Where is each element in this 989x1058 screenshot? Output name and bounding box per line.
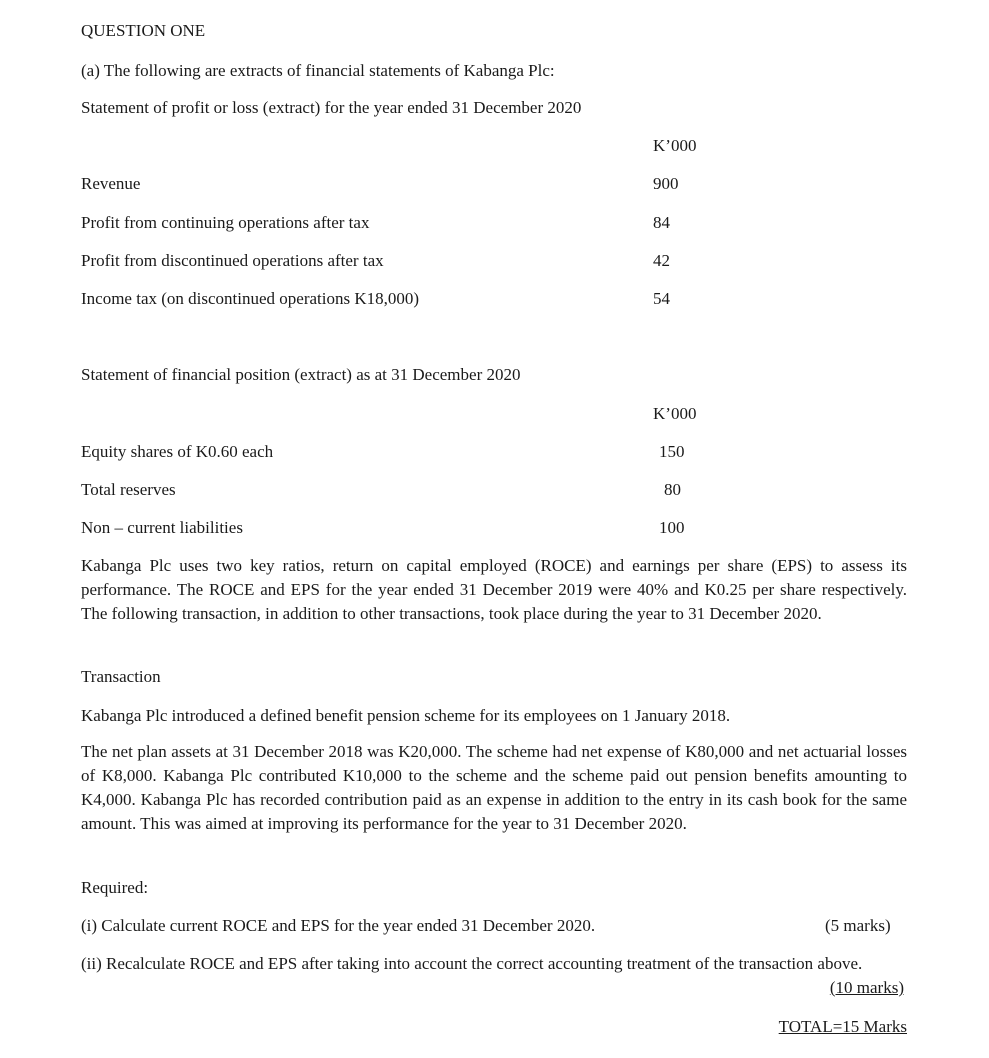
financial-position-unit: K’000 xyxy=(653,404,697,423)
requirement-text: (i) Calculate current ROCE and EPS for the year ended 31 December 2020. xyxy=(81,916,596,935)
pl-row-label: Income tax (on discontinued operations K18,000) xyxy=(81,289,420,308)
pl-row-label: Profit from discontinued operations after tax xyxy=(81,251,384,270)
requirement-text xyxy=(81,952,907,976)
question-title: QUESTION ONE xyxy=(81,21,206,40)
pl-row-label: Revenue xyxy=(81,174,141,193)
pl-row-value: 54 xyxy=(653,289,670,308)
requirement-marks: (5 marks) xyxy=(825,916,891,935)
pl-row-value: 84 xyxy=(653,213,670,232)
pl-row-value: 900 xyxy=(653,174,679,193)
fp-row-label: Equity shares of K0.60 each xyxy=(81,442,274,461)
fp-row-label: Non – current liabilities xyxy=(81,518,243,537)
required-heading: Required: xyxy=(81,878,149,897)
financial-position-heading: Statement of financial position (extract) as at 31 December 2020 xyxy=(81,365,521,384)
fp-row-label: Total reserves xyxy=(81,480,176,499)
transaction-intro: Kabanga Plc introduced a defined benefit pension scheme for its employees on 1 January 2018. xyxy=(81,706,731,725)
transaction-details: The net plan assets at 31 December 2018 was K20,000. The scheme had net expense of K80,000 and net actuarial losses of K8,000. Kabanga Plc contributed K10,000 to the scheme and the scheme paid out pension benefits amounting to K4,000. Kabanga Plc has recorded contribution paid as an expense in addition to the entry in its cash book for the same amount. This was aimed at improving its performance for the year to 31 December 2020. xyxy=(81,742,907,833)
profit-loss-heading: Statement of profit or loss (extract) for the year ended 31 December 2020 xyxy=(81,98,582,117)
pl-row-value: 42 xyxy=(653,251,670,270)
ratios-paragraph: Kabanga Plc uses two key ratios, return on capital employed (ROCE) and earnings per share (EPS) to assess its performance. The ROCE and EPS for the year ended 31 December 2019 were 40% and K0.25 per share respectively. The following transaction, in addition to other transactions, took place during the year to 31 December 2020. xyxy=(81,556,907,623)
pl-row-label: Profit from continuing operations after tax xyxy=(81,213,370,232)
intro-text: (a) The following are extracts of financial statements of Kabanga Plc: xyxy=(81,61,555,80)
requirement-text-body: (ii) Recalculate ROCE and EPS after taking into account the correct accounting treatment of the transaction above. xyxy=(81,954,863,973)
fp-row-value: 100 xyxy=(659,518,685,537)
fp-row-value: 80 xyxy=(664,480,681,499)
profit-loss-unit: K’000 xyxy=(653,136,697,155)
total-marks: TOTAL=15 Marks xyxy=(778,1017,907,1036)
requirement-marks: (10 marks) xyxy=(829,978,904,997)
fp-row-value: 150 xyxy=(659,442,685,461)
transaction-heading: Transaction xyxy=(81,667,161,686)
